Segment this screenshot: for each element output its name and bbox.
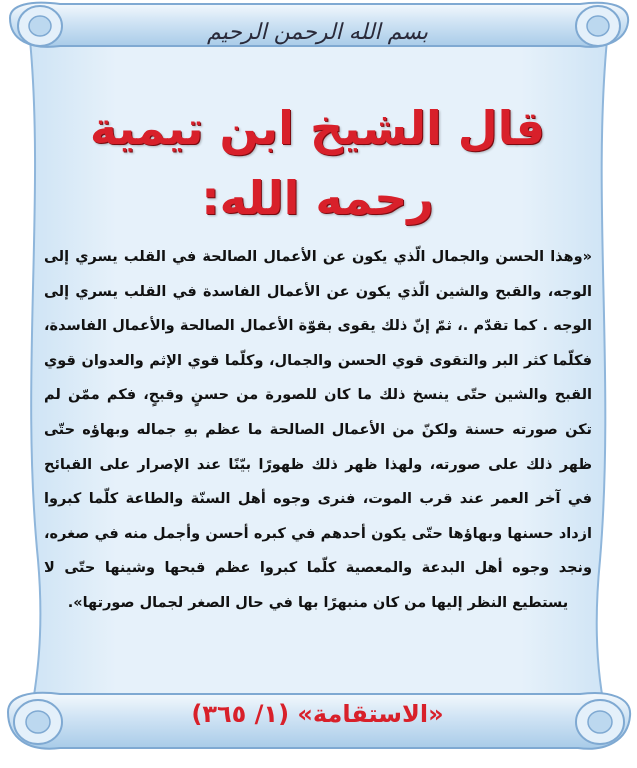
source-citation: «الاستقامة» (١/ ٣٦٥) [191, 700, 444, 728]
scroll-content [40, 0, 595, 768]
title-line-2: رحمه الله: [201, 171, 434, 225]
basmala-calligraphy: بسم الله الرحمن الرحيم [206, 20, 429, 45]
quote-text: «وهذا الحسن والجمال الّذي يكون عن الأعمال الصالحة في القلب يسري إلى الوجه، والقبح والشين الّذي يكون عن الأعمال الفاسدة في القلب يسري إلى الوجه . كما تقدّم .، ثمّ إنّ ذلك يقوى بقوّة الأعمال الصالحة والأعمال الفاسدة، فكلّما كثر البر والتقوى قوي الحسن والجمال، وكلّما قوي الإثم والعدوان قوي القبح والشين حتّى ينسخ ذلك ما كان للصورة من حسنٍ وقبحٍ، فكم ممّن لم تكن صورته حسنة ولكنّ من الأعمال الصالحة ما عظم بهِ جماله وبهاؤه حتّى ظهر ذلك على صورته، ولهذا ظهر ذلك ظهورًا بيّنًا عند الإصرار على القبائح في آخر العمر عند قرب الموت، فنرى وجوه أهل السنّة والطاعة كلّما كبروا ازداد حسنها وبهاؤها حتّى يكون أحدهم في كبره أحسن وأجمل منه في صغره، ونجد وجوه أهل البدعة والمعصية كلّما كبروا عظم قبحها وشينها حتّى لا يستطيع النظر إليها من كان منبهرًا بها في حال الصغر لجمال صورتها». [44, 249, 592, 611]
title-line-1: قال الشيخ ابن تيمية [89, 101, 546, 155]
